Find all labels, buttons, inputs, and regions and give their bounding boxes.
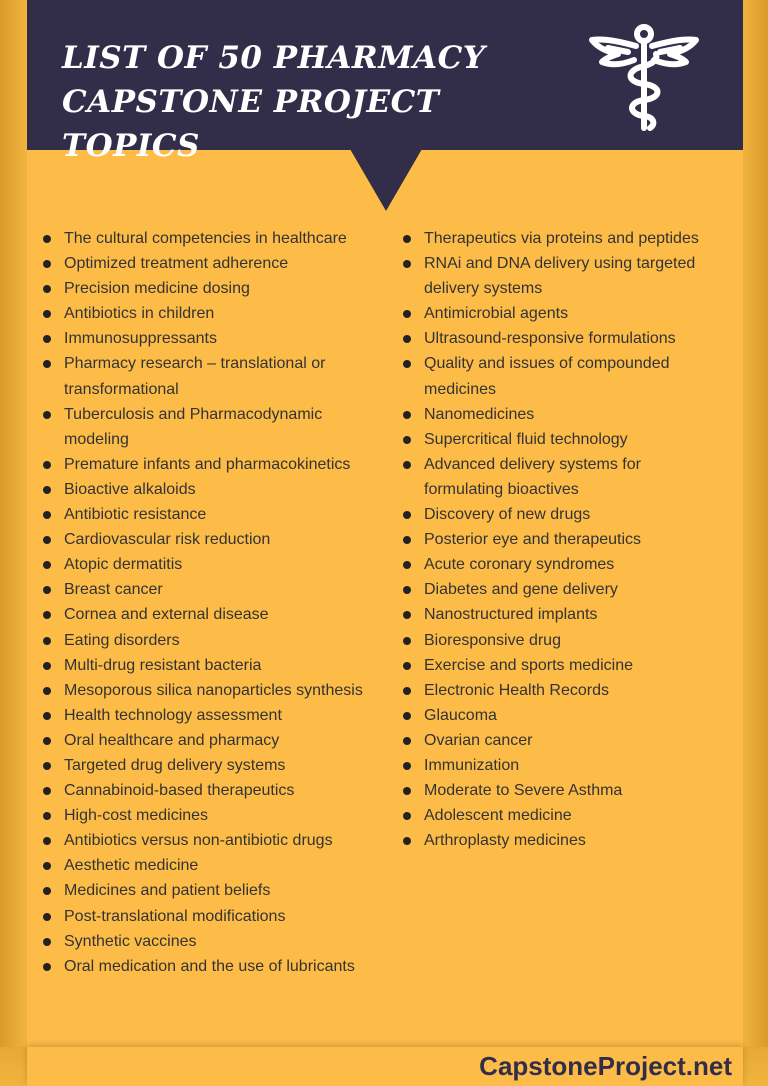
topic-item bbox=[402, 602, 722, 627]
bullet-icon bbox=[403, 235, 411, 243]
topic-item bbox=[402, 452, 722, 502]
bullet-icon bbox=[43, 611, 51, 619]
topic-item bbox=[402, 678, 722, 703]
topic-item bbox=[42, 954, 382, 979]
topic-item bbox=[402, 577, 722, 602]
topic-item bbox=[42, 402, 382, 452]
topic-text: Electronic Health Records bbox=[424, 681, 609, 699]
bullet-icon bbox=[403, 536, 411, 544]
topic-text: Advanced delivery systems for formulating bioactives bbox=[424, 455, 641, 498]
bullet-icon bbox=[403, 837, 411, 845]
topic-text: Antibiotic resistance bbox=[64, 506, 207, 524]
topic-text: Cannabinoid-based therapeutics bbox=[64, 782, 295, 800]
topic-text: Synthetic vaccines bbox=[64, 932, 197, 950]
bullet-icon bbox=[403, 812, 411, 820]
bullet-icon bbox=[403, 637, 411, 645]
bullet-icon bbox=[403, 611, 411, 619]
topic-item bbox=[42, 778, 382, 803]
topic-item bbox=[42, 502, 382, 527]
topic-text: Nanomedicines bbox=[424, 405, 535, 423]
topics-list-left bbox=[42, 226, 382, 979]
bullet-icon bbox=[403, 561, 411, 569]
bullet-icon bbox=[43, 586, 51, 594]
topic-text: High-cost medicines bbox=[64, 807, 209, 825]
bullet-icon bbox=[403, 762, 411, 770]
topic-text: Health technology assessment bbox=[64, 706, 282, 724]
topic-text: Oral healthcare and pharmacy bbox=[64, 731, 280, 749]
topic-text: Multi-drug resistant bacteria bbox=[64, 656, 262, 674]
caduceus-icon bbox=[588, 24, 700, 134]
topic-item bbox=[42, 803, 382, 828]
bullet-icon bbox=[403, 335, 411, 343]
bullet-icon bbox=[403, 737, 411, 745]
topic-text: Therapeutics via proteins and peptides bbox=[424, 230, 699, 247]
topic-text: RNAi and DNA delivery using targeted delivery systems bbox=[424, 255, 696, 298]
topic-text: Eating disorders bbox=[64, 631, 180, 649]
topic-item bbox=[42, 602, 382, 627]
topic-text: Cardiovascular risk reduction bbox=[64, 531, 271, 549]
topic-text: Arthroplasty medicines bbox=[424, 832, 586, 850]
bullet-icon bbox=[403, 436, 411, 444]
title-line-2: CAPSTONE PROJECT TOPICS bbox=[62, 84, 440, 164]
bullet-icon bbox=[43, 687, 51, 695]
topic-item bbox=[42, 301, 382, 326]
bullet-icon bbox=[403, 787, 411, 795]
brand-name: CapstoneProject.net bbox=[479, 1051, 732, 1081]
topic-item bbox=[402, 753, 722, 778]
topic-item bbox=[42, 929, 382, 954]
topic-item bbox=[402, 251, 722, 301]
topic-item bbox=[402, 402, 722, 427]
bullet-icon bbox=[43, 461, 51, 469]
topic-text: Adolescent medicine bbox=[424, 807, 572, 825]
topic-text: Atopic dermatitis bbox=[64, 556, 183, 574]
topic-item bbox=[402, 502, 722, 527]
topic-item bbox=[402, 653, 722, 678]
topic-item bbox=[42, 853, 382, 878]
bullet-icon bbox=[43, 862, 51, 870]
bullet-icon bbox=[43, 335, 51, 343]
topic-text: The cultural competencies in healthcare bbox=[64, 230, 347, 247]
bullet-icon bbox=[43, 637, 51, 645]
topic-item bbox=[42, 828, 382, 853]
bullet-icon bbox=[43, 787, 51, 795]
topic-item bbox=[402, 527, 722, 552]
bullet-icon bbox=[403, 360, 411, 368]
topic-item bbox=[42, 276, 382, 301]
topic-item bbox=[402, 728, 722, 753]
topic-text: Breast cancer bbox=[64, 581, 163, 599]
topic-item bbox=[402, 778, 722, 803]
topic-text: Oral medication and the use of lubricants bbox=[64, 957, 355, 975]
topic-text: Immunosuppressants bbox=[64, 330, 217, 348]
topic-text: Pharmacy research – translational or transformational bbox=[64, 355, 326, 398]
page-title bbox=[62, 36, 582, 168]
bullet-icon bbox=[43, 260, 51, 268]
bullet-icon bbox=[43, 837, 51, 845]
topic-text: Nanostructured implants bbox=[424, 606, 598, 624]
bullet-icon bbox=[403, 511, 411, 519]
topic-item bbox=[42, 351, 382, 401]
topic-text: Acute coronary syndromes bbox=[424, 556, 615, 574]
topic-item bbox=[402, 351, 722, 401]
topic-item bbox=[402, 552, 722, 577]
bullet-icon bbox=[43, 938, 51, 946]
topic-item bbox=[402, 326, 722, 351]
topic-text: Optimized treatment adherence bbox=[64, 255, 289, 273]
bullet-icon bbox=[43, 662, 51, 670]
bullet-icon bbox=[43, 486, 51, 494]
bullet-icon bbox=[43, 360, 51, 368]
topic-item bbox=[42, 628, 382, 653]
topic-item bbox=[402, 226, 722, 251]
topic-text: Premature infants and pharmacokinetics bbox=[64, 455, 351, 473]
topic-text: Exercise and sports medicine bbox=[424, 656, 633, 674]
topic-item bbox=[42, 878, 382, 903]
bullet-icon bbox=[43, 411, 51, 419]
bullet-icon bbox=[43, 737, 51, 745]
topic-text: Posterior eye and therapeutics bbox=[424, 531, 642, 549]
topic-text: Antibiotics in children bbox=[64, 305, 215, 323]
bullet-icon bbox=[403, 461, 411, 469]
topic-text: Bioactive alkaloids bbox=[64, 480, 196, 498]
topic-item bbox=[42, 904, 382, 929]
bullet-icon bbox=[43, 235, 51, 243]
topic-text: Post-translational modifications bbox=[64, 907, 286, 925]
topic-item bbox=[42, 251, 382, 276]
topic-text: Supercritical fluid technology bbox=[424, 430, 628, 448]
bullet-icon bbox=[403, 586, 411, 594]
topic-item bbox=[42, 577, 382, 602]
topic-item bbox=[42, 477, 382, 502]
bullet-icon bbox=[403, 712, 411, 720]
topic-item bbox=[42, 326, 382, 351]
bullet-icon bbox=[403, 260, 411, 268]
title-line-1: LIST OF 50 PHARMACY bbox=[62, 40, 486, 76]
topic-item bbox=[42, 452, 382, 477]
topic-text: Antibiotics versus non-antibiotic drugs bbox=[64, 832, 333, 850]
bullet-icon bbox=[43, 712, 51, 720]
topic-item bbox=[42, 653, 382, 678]
topic-text: Bioresponsive drug bbox=[424, 631, 561, 649]
bullet-icon bbox=[43, 561, 51, 569]
topic-item bbox=[402, 628, 722, 653]
topic-item bbox=[402, 828, 722, 853]
topic-text: Precision medicine dosing bbox=[64, 280, 250, 298]
bullet-icon bbox=[43, 913, 51, 921]
bullet-icon bbox=[403, 411, 411, 419]
topic-text: Immunization bbox=[424, 756, 520, 774]
bullet-icon bbox=[43, 536, 51, 544]
topic-text: Diabetes and gene delivery bbox=[424, 581, 618, 599]
topic-text: Mesoporous silica nanoparticles synthesis bbox=[64, 681, 363, 699]
topic-text: Targeted drug delivery systems bbox=[64, 756, 286, 774]
topic-text: Quality and issues of compounded medicines bbox=[424, 355, 670, 398]
topics-list-right bbox=[402, 226, 722, 853]
bullet-icon bbox=[43, 963, 51, 971]
bullet-icon bbox=[43, 511, 51, 519]
topic-item bbox=[42, 753, 382, 778]
bullet-icon bbox=[403, 687, 411, 695]
topic-text: Glaucoma bbox=[424, 706, 497, 724]
topic-text: Cornea and external disease bbox=[64, 606, 269, 624]
topic-item bbox=[42, 678, 382, 703]
bullet-icon bbox=[43, 310, 51, 318]
topic-text: Medicines and patient beliefs bbox=[64, 882, 271, 900]
bullet-icon bbox=[403, 310, 411, 318]
topic-text: Ultrasound-responsive formulations bbox=[424, 330, 676, 348]
topic-text: Aesthetic medicine bbox=[64, 857, 199, 875]
topic-item bbox=[402, 427, 722, 452]
topic-text: Discovery of new drugs bbox=[424, 506, 591, 524]
topic-item bbox=[402, 803, 722, 828]
topic-text: Tuberculosis and Pharmacodynamic modeling bbox=[64, 405, 323, 448]
topic-item bbox=[42, 226, 382, 251]
topic-item bbox=[402, 301, 722, 326]
bullet-icon bbox=[43, 812, 51, 820]
topic-item bbox=[42, 703, 382, 728]
topic-text: Antimicrobial agents bbox=[424, 305, 569, 323]
bullet-icon bbox=[43, 285, 51, 293]
topic-item bbox=[42, 527, 382, 552]
topic-item bbox=[402, 703, 722, 728]
bullet-icon bbox=[43, 762, 51, 770]
bullet-icon bbox=[43, 887, 51, 895]
topic-text: Ovarian cancer bbox=[424, 731, 533, 749]
topic-text: Moderate to Severe Asthma bbox=[424, 782, 623, 800]
bullet-icon bbox=[403, 662, 411, 670]
topic-item bbox=[42, 552, 382, 577]
topic-item bbox=[42, 728, 382, 753]
